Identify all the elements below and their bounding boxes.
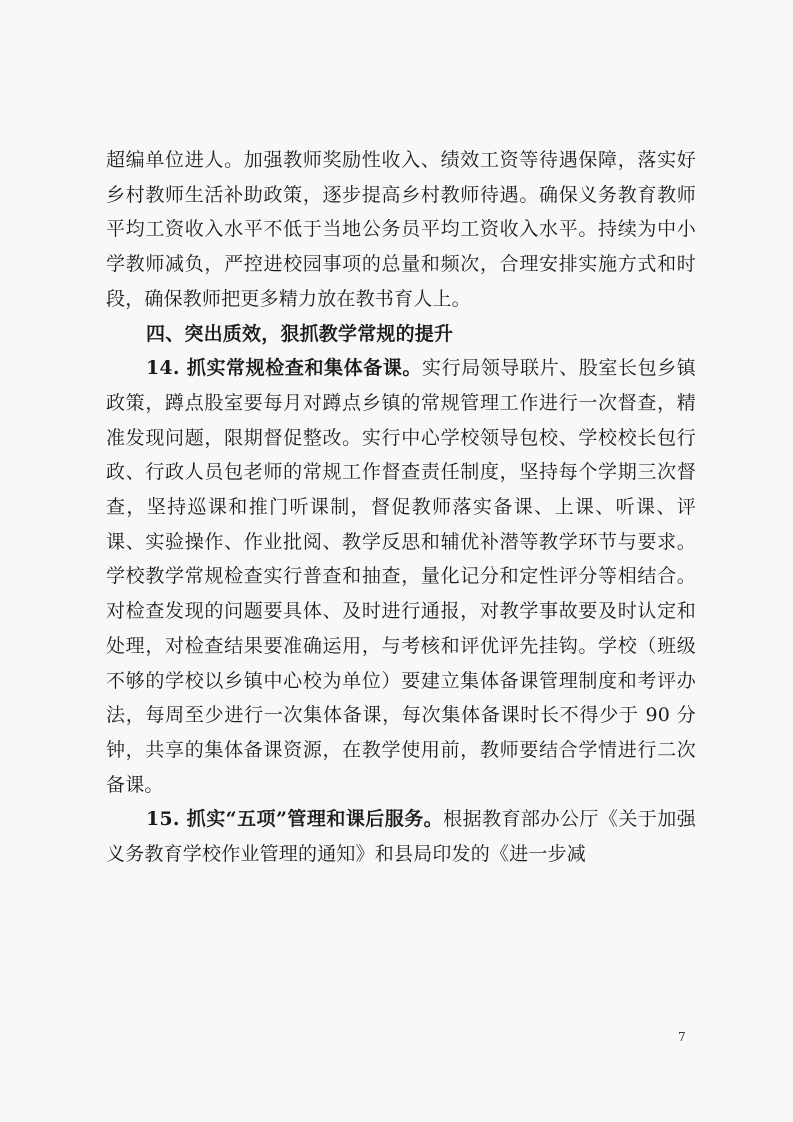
paragraph-item-15 — [106, 802, 696, 871]
paragraph-teacher-pay: 超编单位进人。加强教师奖励性收入、绩效工资等待遇保障，落实好乡村教师生活补助政策，逐步提高乡村教师待遇。确保义务教育教师平均工资收入水平不低于当地公务员平均工资收入水平。持续为中小学教师减负，严控进校园事项的总量和频次，合理安排实施方式和时段，确保教师把更多精力放在教书育人上。 — [106, 149, 696, 310]
paragraph-item-14 — [106, 351, 696, 802]
item-15-lead: 15. 抓实“五项”管理和课后服务。 — [146, 808, 444, 831]
page-number: 7 — [678, 1030, 686, 1044]
item-15-body: 根据教育部办公厅《关于加强义务教育学校作业管理的通知》和县局印发的《进一步减 — [106, 808, 696, 866]
document-body — [106, 143, 696, 872]
section-heading-4: 四、突出质效，狠抓教学常规的提升 — [146, 322, 454, 345]
item-14-body: 实行局领导联片、股室长包乡镇政策，蹲点股室要每月对蹲点乡镇的常规管理工作进行一次督查，精准发现问题，限期督促整改。实行中心学校领导包校、学校校长包行政、行政人员包老师的常规工作督查责任制度，坚持每个学期三次督查，坚持巡课和推门听课制，督促教师落实备课、上课、听课、评课、实验操作、作业批阅、教学反思和辅优补潜等教学环节与要求。学校教学常规检查实行普查和抽查，量化记分和定性评分等相结合。对检查发现的问题要具体、及时进行通报，对教学事故要及时认定和处理，对检查结果要准确运用，与考核和评优评先挂钩。学校（班级不够的学校以乡镇中心校为单位）要建立集体备课管理制度和考评办法，每周至少进行一次集体备课，每次集体备课时长不得少于 90 分钟，共享的集体备课资源，在教学使用前，教师要结合学情进行二次备课。 — [106, 357, 696, 796]
item-14-lead: 14. 抓实常规检查和集体备课。 — [146, 357, 423, 380]
